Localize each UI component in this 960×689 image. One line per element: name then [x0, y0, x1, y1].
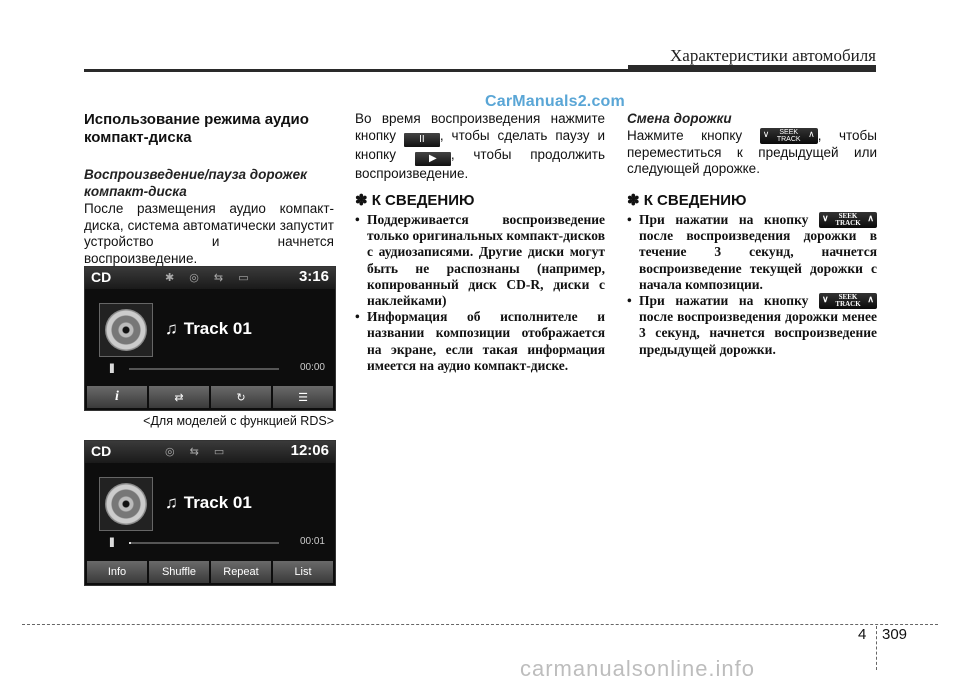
shuffle-button[interactable]: Shuffle	[149, 561, 209, 583]
paragraph-pause-play: Во время воспроизведения нажмите кнопку II , чтобы сделать паузу и кнопку ▶ , чтобы продолжить воспроизведение.	[355, 111, 605, 181]
info-button[interactable]: Info	[87, 561, 147, 583]
page-number: 309	[882, 626, 908, 643]
source-label: CD	[91, 269, 112, 285]
music-note-icon: ♫	[165, 493, 178, 512]
figure-caption: <Для моделей с функцией RDS>	[143, 414, 334, 428]
screen-buttons	[87, 561, 333, 583]
elapsed-time: 00:01	[299, 536, 325, 547]
progress-bar	[129, 368, 279, 370]
note-heading: ✽ К СВЕДЕНИЮ	[627, 192, 747, 209]
list-button[interactable]: List	[273, 561, 333, 583]
info-button[interactable]: i	[87, 386, 147, 408]
list-item: • При нажатии на кнопку ∨ SEEK TRACK ∧ после воспроизведения дорожки в течение 3 секунд, начнется воспроизведение текущей дорожки с начала композиции.	[627, 212, 877, 292]
clock: 12:06	[290, 442, 329, 459]
play-button-icon: ▶	[415, 152, 451, 166]
list-button[interactable]: ☰	[273, 386, 333, 408]
repeat-button[interactable]: ↻	[211, 386, 271, 408]
paragraph: После размещения аудио компакт-диска, система автоматически запустит устройство и начнется воспроизведение.	[84, 201, 334, 266]
seek-track-button-icon: ∨ SEEK TRACK ∧	[819, 212, 877, 228]
clock: 3:16	[298, 268, 329, 285]
music-note-icon: ♫	[165, 319, 178, 338]
list-item: • Поддерживается воспроизведение только оригинальных компакт-дисков с аудиозаписями. Другие диски могут быть не распознаны (например, копированный диск CD-R, диски с наклейками)	[355, 212, 605, 309]
elapsed-time: 00:00	[299, 362, 325, 373]
disc-icon	[99, 477, 153, 531]
page-separator	[876, 626, 877, 670]
screen-status-bar	[85, 441, 335, 463]
screen-buttons	[87, 386, 333, 408]
chapter-number: 4	[858, 626, 867, 643]
shuffle-button[interactable]: ⇄	[149, 386, 209, 408]
running-header: Характеристики автомобиля	[670, 46, 876, 65]
note-heading: ✽ К СВЕДЕНИЮ	[355, 192, 475, 209]
footer-rule	[22, 624, 938, 625]
pause-icon[interactable]: II	[109, 360, 113, 376]
screen-status-bar	[85, 267, 335, 289]
note-bullets	[355, 212, 605, 374]
list-item: • Информация об исполнителе и названии композиции отображается на экране, если такая информация имеется на аудио компакт-диске.	[355, 309, 605, 373]
paragraph-track-change: Нажмите кнопку ∨ SEEK TRACK ∧ , чтобы переместиться к предыдущей или следующей дорожке.	[627, 128, 877, 176]
source-label: CD	[91, 443, 112, 459]
pause-button-icon: II	[404, 133, 440, 147]
header-rule-accent	[628, 65, 876, 69]
header-rule	[84, 69, 876, 72]
subsection-heading: Воспроизведение/пауза дорожек компакт-диска	[84, 167, 307, 199]
note-bullets	[627, 212, 877, 358]
status-icons: ◎ ⇆ ▭	[165, 446, 231, 458]
subsection-heading-track-change: Смена дорожки	[627, 111, 732, 126]
watermark: CarManuals2.com	[485, 93, 625, 110]
repeat-button[interactable]: Repeat	[211, 561, 271, 583]
progress-bar	[129, 542, 279, 544]
section-heading: Использование режима аудио компакт-диска	[84, 111, 309, 146]
cd-screen-rds	[84, 266, 336, 411]
cd-screen	[84, 440, 336, 586]
disc-icon	[99, 303, 153, 357]
pause-icon[interactable]: II	[109, 534, 113, 550]
track-title: ♫ Track 01	[165, 319, 252, 338]
track-title: ♫ Track 01	[165, 493, 252, 512]
watermark-bottom: carmanualsonline.info	[520, 656, 756, 681]
list-item: • При нажатии на кнопку ∨ SEEK TRACK ∧ после воспроизведения дорожки менее 3 секунд, начнется воспроизведение предыдущей дорожки.	[627, 293, 877, 357]
status-icons: ✱ ◎ ⇆ ▭	[165, 272, 255, 284]
seek-track-button-icon: ∨ SEEK TRACK ∧	[819, 293, 877, 309]
seek-track-button-icon: ∨ SEEK TRACK ∧	[760, 128, 818, 144]
